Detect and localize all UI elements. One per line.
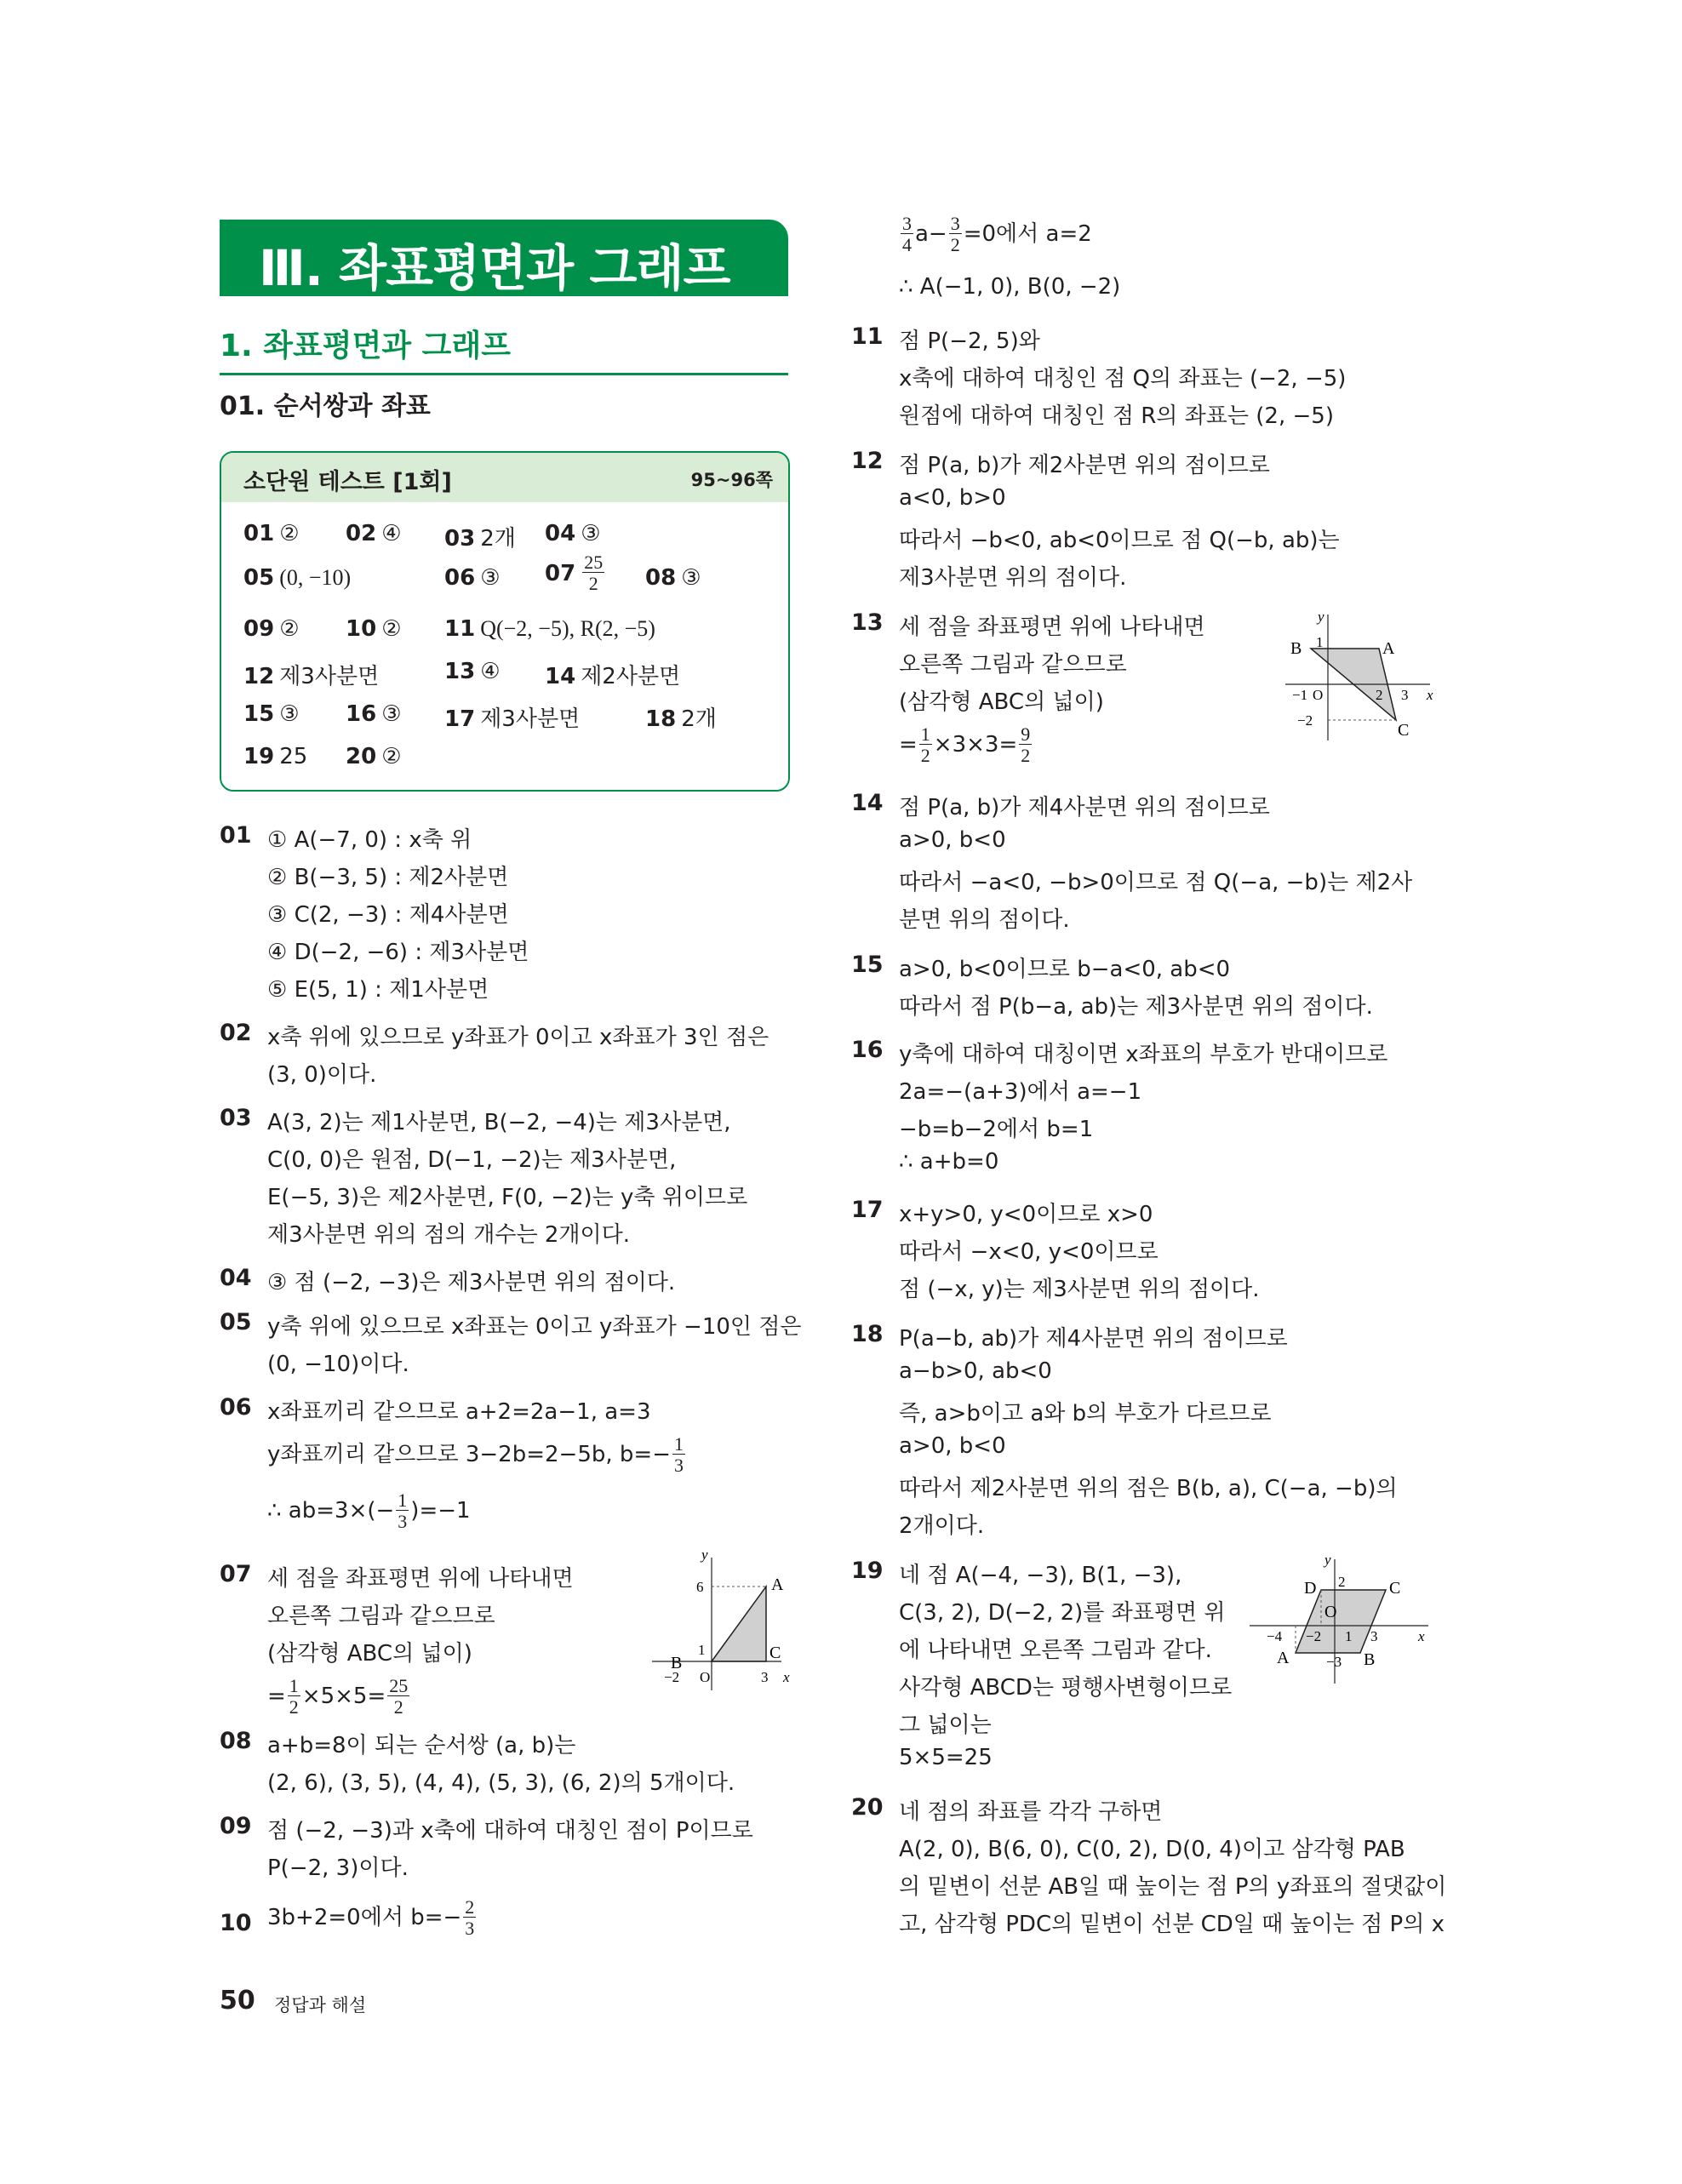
solution-number: 09 [220, 1813, 252, 1839]
solution-number: 14 [851, 790, 884, 816]
label-o: O [700, 1669, 711, 1685]
page-number: 50 [220, 1986, 255, 2015]
solution-line: = $\frac{1}{2}$ ×3×3= $\frac{9}{2}$ [899, 723, 1031, 766]
fraction-1-3b: $\frac{1}{3}$ [398, 1489, 408, 1532]
solution-line: $\frac{3}{4}$ a− $\frac{3}{2}$ =0에서 a=2 [902, 213, 1092, 255]
label-b: B [1364, 1650, 1376, 1669]
solution-line: 제3사분면 위의 점이다. [899, 565, 1127, 591]
answer-item: 04 ③ [545, 521, 601, 546]
solution-line: a>0, b<0이므로 b−a<0, ab<0 [899, 957, 1231, 982]
answer-item: 09 ② [243, 616, 300, 642]
answer-item: 18 2개 [645, 706, 717, 732]
test-answer-box [220, 451, 790, 792]
solution-line: (삼각형 ABC의 넓이) [899, 689, 1104, 715]
solution-line: 세 점을 좌표평면 위에 나타내면 [899, 615, 1205, 640]
answer-item: 07 $\frac{25}{2}$ [545, 552, 604, 594]
solution-line: ⑤ E(5, 1) : 제1사분면 [267, 977, 489, 1003]
solution-line: y축 위에 있으므로 x좌표는 0이고 y좌표가 −10인 점은 [267, 1314, 802, 1340]
solution-line: 점 P(−2, 5)와 [899, 329, 1040, 354]
solution-number: 01 [220, 822, 252, 849]
solution-line: (2, 6), (3, 5), (4, 4), (5, 3), (6, 2)의 5개이다. [267, 1770, 735, 1796]
footer-label: 정답과 해설 [274, 1995, 367, 2015]
solution-line: P(−2, 3)이다. [267, 1855, 409, 1881]
solution-line: 분면 위의 점이다. [899, 907, 1070, 933]
solution-number: 04 [220, 1265, 252, 1291]
solution-line: ① A(−7, 0) : x축 위 [267, 827, 472, 853]
solution-line: ④ D(−2, −6) : 제3사분면 [267, 940, 529, 965]
solution-line: 고, 삼각형 PDC의 밑변이 선분 CD일 때 높이는 점 P의 x [899, 1912, 1445, 1937]
solution-line: 세 점을 좌표평면 위에 나타내면 [267, 1566, 574, 1592]
label-neg2: −2 [664, 1669, 680, 1685]
label-2: 2 [1376, 687, 1383, 703]
solution-line: x축 위에 있으므로 y좌표가 0이고 x좌표가 3인 점은 [267, 1025, 769, 1050]
label-c: C [1398, 721, 1410, 740]
fraction-1-2: $\frac{1}{2}$ [289, 1675, 299, 1718]
test-pages: 95~96쪽 [690, 470, 773, 490]
solution-line: (0, −10)이다. [267, 1352, 409, 1377]
graph-07 [645, 1547, 790, 1692]
solution-line: A(2, 0), B(6, 0), C(0, 2), D(0, 4)이고 삼각형 PAB [899, 1837, 1405, 1862]
solution-line: 오른쪽 그림과 같으므로 [899, 652, 1127, 677]
test-header [221, 453, 788, 502]
label-neg4: −4 [1267, 1628, 1283, 1644]
fraction-3-2: $\frac{3}{2}$ [950, 213, 960, 255]
label-a: A [771, 1575, 784, 1594]
solution-number: 02 [220, 1020, 252, 1046]
solution-line: 점 (−x, y)는 제3사분면 위의 점이다. [899, 1277, 1260, 1302]
solution-line: y좌표끼리 같으므로 3−2b=2−5b, b=− $\frac{1}{3}$ [267, 1433, 684, 1476]
label-x: x [1427, 687, 1433, 703]
solution-number: 18 [851, 1321, 884, 1347]
test-title: 소단원 테스트 [1회] [243, 469, 452, 495]
label-o: O [1324, 1603, 1337, 1621]
solution-line: ∴ A(−1, 0), B(0, −2) [899, 274, 1121, 300]
solution-line: x좌표끼리 같으므로 a+2=2a−1, a=3 [267, 1399, 651, 1425]
label-1: 1 [698, 1642, 706, 1658]
solution-number: 20 [851, 1794, 884, 1821]
answer-item: 14 제2사분면 [545, 664, 681, 689]
solution-line: 2개이다. [899, 1513, 985, 1539]
label-neg3: −3 [1326, 1654, 1342, 1670]
solution-line: 따라서 제2사분면 위의 점은 B(b, a), C(−a, −b)의 [899, 1476, 1398, 1501]
solution-line: 점 P(a, b)가 제4사분면 위의 점이므로 [899, 795, 1270, 820]
solution-line: 점 (−2, −3)과 x축에 대하여 대칭인 점이 P이므로 [267, 1818, 753, 1844]
solution-line: 네 점의 좌표를 각각 구하면 [899, 1799, 1163, 1825]
solution-line: x+y>0, y<0이므로 x>0 [899, 1202, 1153, 1227]
label-c: C [769, 1644, 781, 1662]
right-column [851, 0, 1447, 2184]
label-1: 1 [1316, 634, 1324, 650]
label-x: x [1418, 1628, 1425, 1644]
answer-item: 16 ③ [346, 701, 402, 727]
solution-number: 19 [851, 1558, 884, 1584]
solution-number: 17 [851, 1197, 884, 1223]
solution-line: 네 점 A(−4, −3), B(1, −3), [899, 1563, 1182, 1588]
answer-item: 19 25 [243, 744, 308, 769]
solution-line: P(a−b, ab)가 제4사분면 위의 점이므로 [899, 1326, 1288, 1352]
solution-number: 16 [851, 1037, 884, 1063]
solution-line: ∴ a+b=0 [899, 1149, 999, 1175]
solution-line: −b=b−2에서 b=1 [899, 1117, 1094, 1142]
label-o: O [1313, 687, 1324, 703]
solution-line: = $\frac{1}{2}$ ×5×5= $\frac{25}{2}$ [267, 1675, 409, 1718]
solution-line: 원점에 대하여 대칭인 점 R의 좌표는 (2, −5) [899, 403, 1334, 429]
solution-number: 12 [851, 448, 884, 474]
solution-line: 2a=−(a+3)에서 a=−1 [899, 1079, 1142, 1105]
answer-item: 12 제3사분면 [243, 664, 380, 689]
solution-line: ② B(−3, 5) : 제2사분면 [267, 865, 509, 890]
solution-number: 05 [220, 1309, 252, 1335]
solution-line: 사각형 ABCD는 평행사변형이므로 [899, 1675, 1233, 1701]
solution-line: ③ 점 (−2, −3)은 제3사분면 위의 점이다. [267, 1270, 676, 1295]
solution-line: 오른쪽 그림과 같으므로 [267, 1604, 495, 1629]
solution-line: 5×5=25 [899, 1745, 993, 1770]
subsection-title: 01. 순서쌍과 좌표 [220, 392, 431, 421]
label-neg2: −2 [1306, 1628, 1322, 1644]
label-1: 1 [1345, 1628, 1353, 1644]
solution-line: 그 넓이는 [899, 1712, 992, 1738]
label-c: C [1389, 1579, 1401, 1598]
label-y: y [701, 1547, 708, 1563]
solution-line: ∴ ab=3×(− $\frac{1}{3}$ )=−1 [267, 1489, 471, 1532]
graph-19 [1243, 1551, 1439, 1687]
solution-line: 의 밑변이 선분 AB일 때 높이는 점 P의 y좌표의 절댓값이 [899, 1874, 1447, 1900]
fraction-1-3: $\frac{1}{3}$ [673, 1433, 684, 1476]
answer-item: 13 ④ [444, 659, 501, 684]
solution-line: a−b>0, ab<0 [899, 1358, 1052, 1384]
label-3: 3 [1370, 1628, 1378, 1644]
solution-line: 따라서 −b<0, ab<0이므로 점 Q(−b, ab)는 [899, 528, 1340, 553]
label-b: B [671, 1654, 683, 1672]
answer-item: 06 ③ [444, 565, 501, 591]
answer-item: 03 2개 [444, 526, 516, 552]
label-d: D [1304, 1579, 1317, 1598]
label-a: A [1277, 1649, 1290, 1667]
label-6: 6 [696, 1579, 704, 1595]
solution-number: 07 [220, 1561, 252, 1587]
solution-line: ③ C(2, −3) : 제4사분면 [267, 902, 509, 928]
solution-number: 08 [220, 1728, 252, 1754]
fraction-1-2: $\frac{1}{2}$ [920, 723, 930, 766]
fraction-9-2: $\frac{9}{2}$ [1021, 723, 1031, 766]
answer-item: 20 ② [346, 744, 402, 769]
label-2: 2 [1338, 1574, 1346, 1590]
solution-number: 13 [851, 609, 884, 636]
answer-item: 15 ③ [243, 701, 300, 727]
chapter-title: Ⅲ. 좌표평면과 그래프 [259, 239, 730, 297]
label-3: 3 [1401, 687, 1409, 703]
graph-13 [1277, 606, 1439, 742]
solution-line: 에 나타내면 오른쪽 그림과 같다. [899, 1638, 1212, 1663]
solution-number: 11 [851, 323, 884, 350]
solution-line: 3b+2=0에서 b=− $\frac{2}{3}$ [267, 1896, 475, 1939]
answer-item: 11 Q(−2, −5), R(2, −5) [444, 616, 655, 642]
solution-line: x축에 대하여 대칭인 점 Q의 좌표는 (−2, −5) [899, 366, 1347, 392]
solution-number: 10 [220, 1910, 252, 1936]
solution-line: A(3, 2)는 제1사분면, B(−2, −4)는 제3사분면, [267, 1110, 731, 1135]
solution-line: 즉, a>b이고 a와 b의 부호가 다르므로 [899, 1401, 1272, 1426]
label-x: x [783, 1669, 790, 1685]
solution-line: y축에 대하여 대칭이면 x좌표의 부호가 반대이므로 [899, 1042, 1388, 1067]
label-y: y [1318, 609, 1324, 625]
solution-line: 점 P(a, b)가 제2사분면 위의 점이므로 [899, 453, 1270, 478]
solution-number: 03 [220, 1105, 252, 1131]
solution-line: 따라서 −x<0, y<0이므로 [899, 1239, 1159, 1265]
fraction-25-2: $\frac{25}{2}$ [389, 1675, 409, 1718]
answer-item: 10 ② [346, 616, 402, 642]
left-column [220, 0, 802, 2184]
solution-number: 15 [851, 952, 884, 978]
solution-line: E(−5, 3)은 제2사분면, F(0, −2)는 y축 위이므로 [267, 1185, 748, 1210]
answer-item: 08 ③ [645, 565, 701, 591]
fraction-2-3: $\frac{2}{3}$ [465, 1896, 475, 1939]
solution-line: a>0, b<0 [899, 1433, 1006, 1459]
solution-line: 따라서 −a<0, −b>0이므로 점 Q(−a, −b)는 제2사 [899, 870, 1413, 895]
solution-line: a+b=8이 되는 순서쌍 (a, b)는 [267, 1733, 576, 1758]
solution-line: a<0, b>0 [899, 485, 1006, 511]
solution-line: C(0, 0)은 원점, D(−1, −2)는 제3사분면, [267, 1147, 677, 1173]
triangle-abc [712, 1587, 766, 1661]
section-heading [220, 322, 788, 375]
answer-item: 05 (0, −10) [243, 565, 352, 591]
solution-line: (삼각형 ABC의 넓이) [267, 1641, 472, 1667]
label-b: B [1290, 639, 1302, 658]
fraction-3-4: $\frac{3}{4}$ [902, 213, 912, 255]
answer-item: 17 제3사분면 [444, 706, 581, 732]
label-neg1: −1 [1292, 687, 1308, 703]
answer-item: 02 ④ [346, 521, 402, 546]
label-y: y [1324, 1552, 1331, 1568]
fraction-25-2: $\frac{25}{2}$ [584, 552, 604, 594]
section-title: 1. 좌표평면과 그래프 [220, 329, 511, 363]
label-a: A [1382, 639, 1395, 658]
solution-line: C(3, 2), D(−2, 2)를 좌표평면 위 [899, 1600, 1226, 1626]
label-neg2: −2 [1297, 712, 1313, 729]
solution-number: 06 [220, 1394, 252, 1421]
solution-line: 제3사분면 위의 점의 개수는 2개이다. [267, 1222, 631, 1248]
solution-line: (3, 0)이다. [267, 1062, 377, 1088]
label-3: 3 [761, 1669, 769, 1685]
chapter-banner [220, 220, 788, 296]
solution-line: 따라서 점 P(b−a, ab)는 제3사분면 위의 점이다. [899, 994, 1373, 1020]
solution-line: a>0, b<0 [899, 827, 1006, 853]
answer-item: 01 ② [243, 521, 300, 546]
